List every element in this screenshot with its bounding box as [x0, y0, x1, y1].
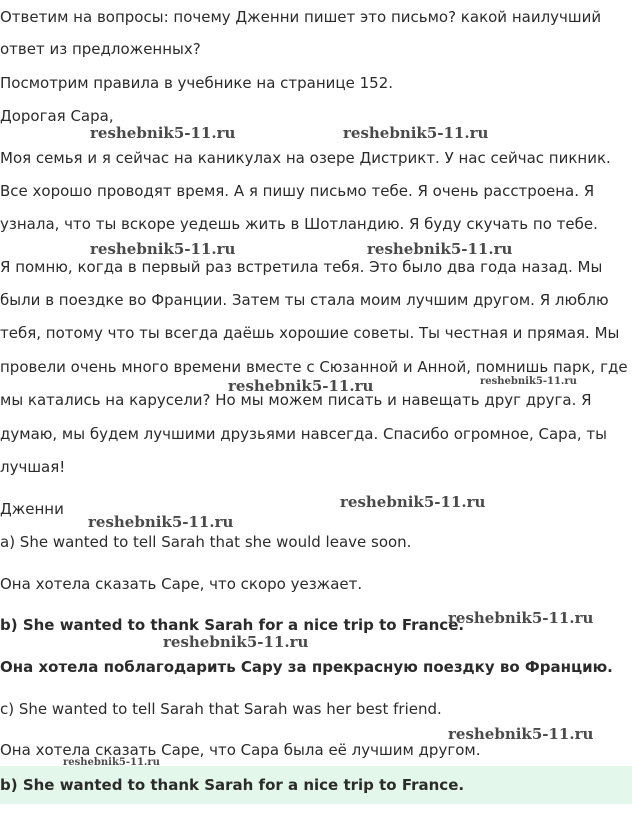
watermark: reshebnik5-11.ru [88, 513, 234, 531]
watermark: reshebnik5-11.ru [367, 240, 513, 258]
watermark: reshebnik5-11.ru [63, 757, 160, 768]
letter-line: Я помню, когда в первый раз встретила тебя. Это было два года назад. Мы [0, 258, 603, 276]
letter-line: провели очень много времени вместе с Сюзанной и Анной, помнишь парк, где [0, 358, 628, 376]
letter-line: мы катались на карусели? Но мы можем писать и навещать друг друга. Я [0, 391, 592, 409]
letter-line: Все хорошо проводят время. А я пишу письмо тебе. Я очень расстроена. Я [0, 182, 595, 200]
answer-box [0, 766, 632, 804]
watermark: reshebnik5-11.ru [163, 633, 309, 651]
watermark: reshebnik5-11.ru [448, 609, 594, 627]
option-a-english: a) She wanted to tell Sarah that she would leave soon. [0, 533, 412, 551]
option-b-english: b) She wanted to thank Sarah for a nice trip to France. [0, 616, 465, 634]
option-a-russian: Она хотела сказать Саре, что скоро уезжает. [0, 575, 363, 593]
letter-line: были в поездке во Франции. Затем ты стала моим лучшим другом. Я люблю [0, 291, 609, 309]
option-c-russian: Она хотела сказать Саре, что Сара была её лучшим другом. [0, 741, 481, 759]
letter-line: думаю, мы будем лучшими друзьями навсегда. Спасибо огромное, Сара, ты [0, 425, 608, 443]
watermark: reshebnik5-11.ru [340, 493, 486, 511]
letter-signature: Дженни [0, 500, 64, 518]
option-b-russian: Она хотела поблагодарить Сару за прекрасную поездку во Францию. [0, 658, 613, 676]
watermark: reshebnik5-11.ru [90, 240, 236, 258]
letter-line: тебя, потому что ты всегда даёшь хорошие советы. Ты честная и прямая. Мы [0, 324, 620, 342]
watermark: reshebnik5-11.ru [448, 725, 594, 743]
watermark: reshebnik5-11.ru [90, 124, 236, 142]
watermark: reshebnik5-11.ru [228, 377, 374, 395]
intro-line-3: Посмотрим правила в учебнике на странице 152. [0, 74, 394, 92]
watermark: reshebnik5-11.ru [343, 124, 489, 142]
watermark: reshebnik5-11.ru [480, 376, 577, 387]
intro-line-1: Ответим на вопросы: почему Дженни пишет это письмо? какой наилучший [0, 8, 602, 26]
letter-greeting: Дорогая Сара, [0, 107, 114, 125]
letter-line: лучшая! [0, 458, 66, 476]
letter-line: узнала, что ты вскоре уедешь жить в Шотландию. Я буду скучать по тебе. [0, 215, 598, 233]
letter-line: Моя семья и я сейчас на каникулах на озере Дистрикт. У нас сейчас пикник. [0, 149, 611, 167]
intro-line-2: ответ из предложенных? [0, 40, 201, 58]
answer-text: b) She wanted to thank Sarah for a nice trip to France. [0, 776, 465, 794]
option-c-english: c) She wanted to tell Sarah that Sarah was her best friend. [0, 700, 442, 718]
